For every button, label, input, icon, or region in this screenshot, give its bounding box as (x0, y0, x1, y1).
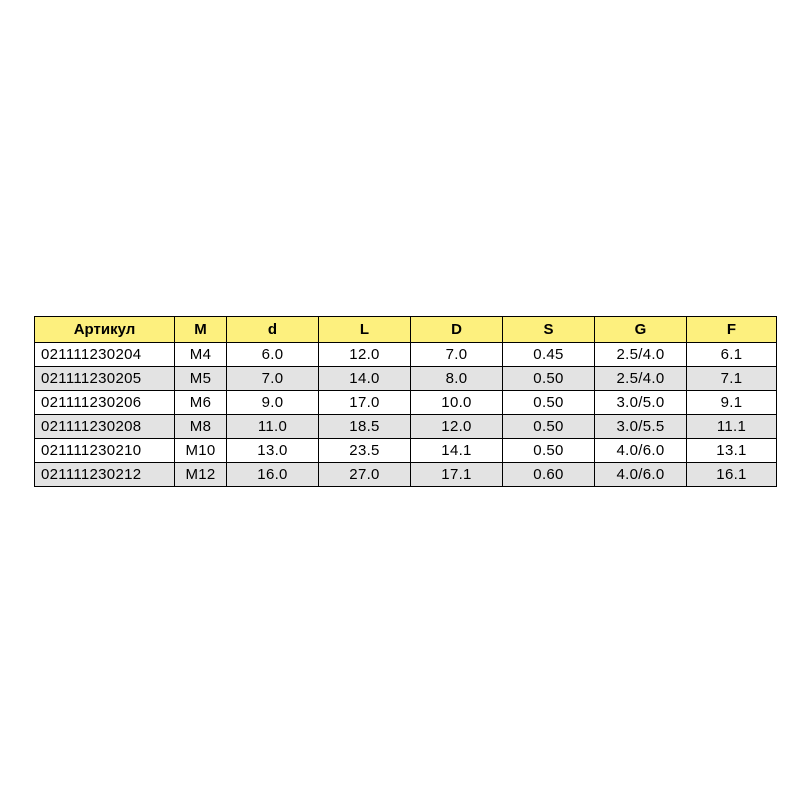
cell-f: 16.1 (687, 463, 777, 487)
cell-d-large: 14.1 (411, 439, 503, 463)
cell-m: M12 (175, 463, 227, 487)
cell-m: M4 (175, 343, 227, 367)
header-article: Артикул (35, 317, 175, 343)
cell-s: 0.50 (503, 439, 595, 463)
cell-d-small: 16.0 (227, 463, 319, 487)
cell-d-small: 6.0 (227, 343, 319, 367)
cell-g: 2.5/4.0 (595, 367, 687, 391)
cell-f: 9.1 (687, 391, 777, 415)
cell-f: 6.1 (687, 343, 777, 367)
table-body (35, 343, 777, 487)
cell-l: 23.5 (319, 439, 411, 463)
cell-s: 0.50 (503, 367, 595, 391)
table-header (35, 317, 777, 343)
cell-g: 3.0/5.0 (595, 391, 687, 415)
cell-article: 021111230205 (35, 367, 175, 391)
cell-d-large: 10.0 (411, 391, 503, 415)
cell-m: M6 (175, 391, 227, 415)
cell-f: 11.1 (687, 415, 777, 439)
cell-l: 14.0 (319, 367, 411, 391)
header-row (35, 317, 777, 343)
header-f: F (687, 317, 777, 343)
spec-table (34, 316, 777, 487)
cell-g: 3.0/5.5 (595, 415, 687, 439)
cell-l: 18.5 (319, 415, 411, 439)
cell-d-small: 9.0 (227, 391, 319, 415)
cell-s: 0.60 (503, 463, 595, 487)
table-row (35, 391, 777, 415)
table-row (35, 439, 777, 463)
cell-s: 0.45 (503, 343, 595, 367)
cell-f: 13.1 (687, 439, 777, 463)
table-row (35, 343, 777, 367)
cell-article: 021111230206 (35, 391, 175, 415)
cell-s: 0.50 (503, 391, 595, 415)
table-row (35, 463, 777, 487)
cell-d-large: 12.0 (411, 415, 503, 439)
cell-d-small: 7.0 (227, 367, 319, 391)
cell-d-large: 8.0 (411, 367, 503, 391)
cell-g: 4.0/6.0 (595, 463, 687, 487)
cell-article: 021111230208 (35, 415, 175, 439)
header-d-small: d (227, 317, 319, 343)
cell-g: 4.0/6.0 (595, 439, 687, 463)
cell-l: 27.0 (319, 463, 411, 487)
cell-d-large: 7.0 (411, 343, 503, 367)
header-g: G (595, 317, 687, 343)
cell-f: 7.1 (687, 367, 777, 391)
cell-g: 2.5/4.0 (595, 343, 687, 367)
header-s: S (503, 317, 595, 343)
cell-d-small: 11.0 (227, 415, 319, 439)
cell-m: M5 (175, 367, 227, 391)
header-d-large: D (411, 317, 503, 343)
cell-s: 0.50 (503, 415, 595, 439)
table-row (35, 367, 777, 391)
cell-d-large: 17.1 (411, 463, 503, 487)
cell-article: 021111230210 (35, 439, 175, 463)
header-l: L (319, 317, 411, 343)
cell-m: M10 (175, 439, 227, 463)
cell-article: 021111230204 (35, 343, 175, 367)
header-m: M (175, 317, 227, 343)
cell-article: 021111230212 (35, 463, 175, 487)
cell-l: 17.0 (319, 391, 411, 415)
cell-m: M8 (175, 415, 227, 439)
table-row (35, 415, 777, 439)
cell-d-small: 13.0 (227, 439, 319, 463)
cell-l: 12.0 (319, 343, 411, 367)
